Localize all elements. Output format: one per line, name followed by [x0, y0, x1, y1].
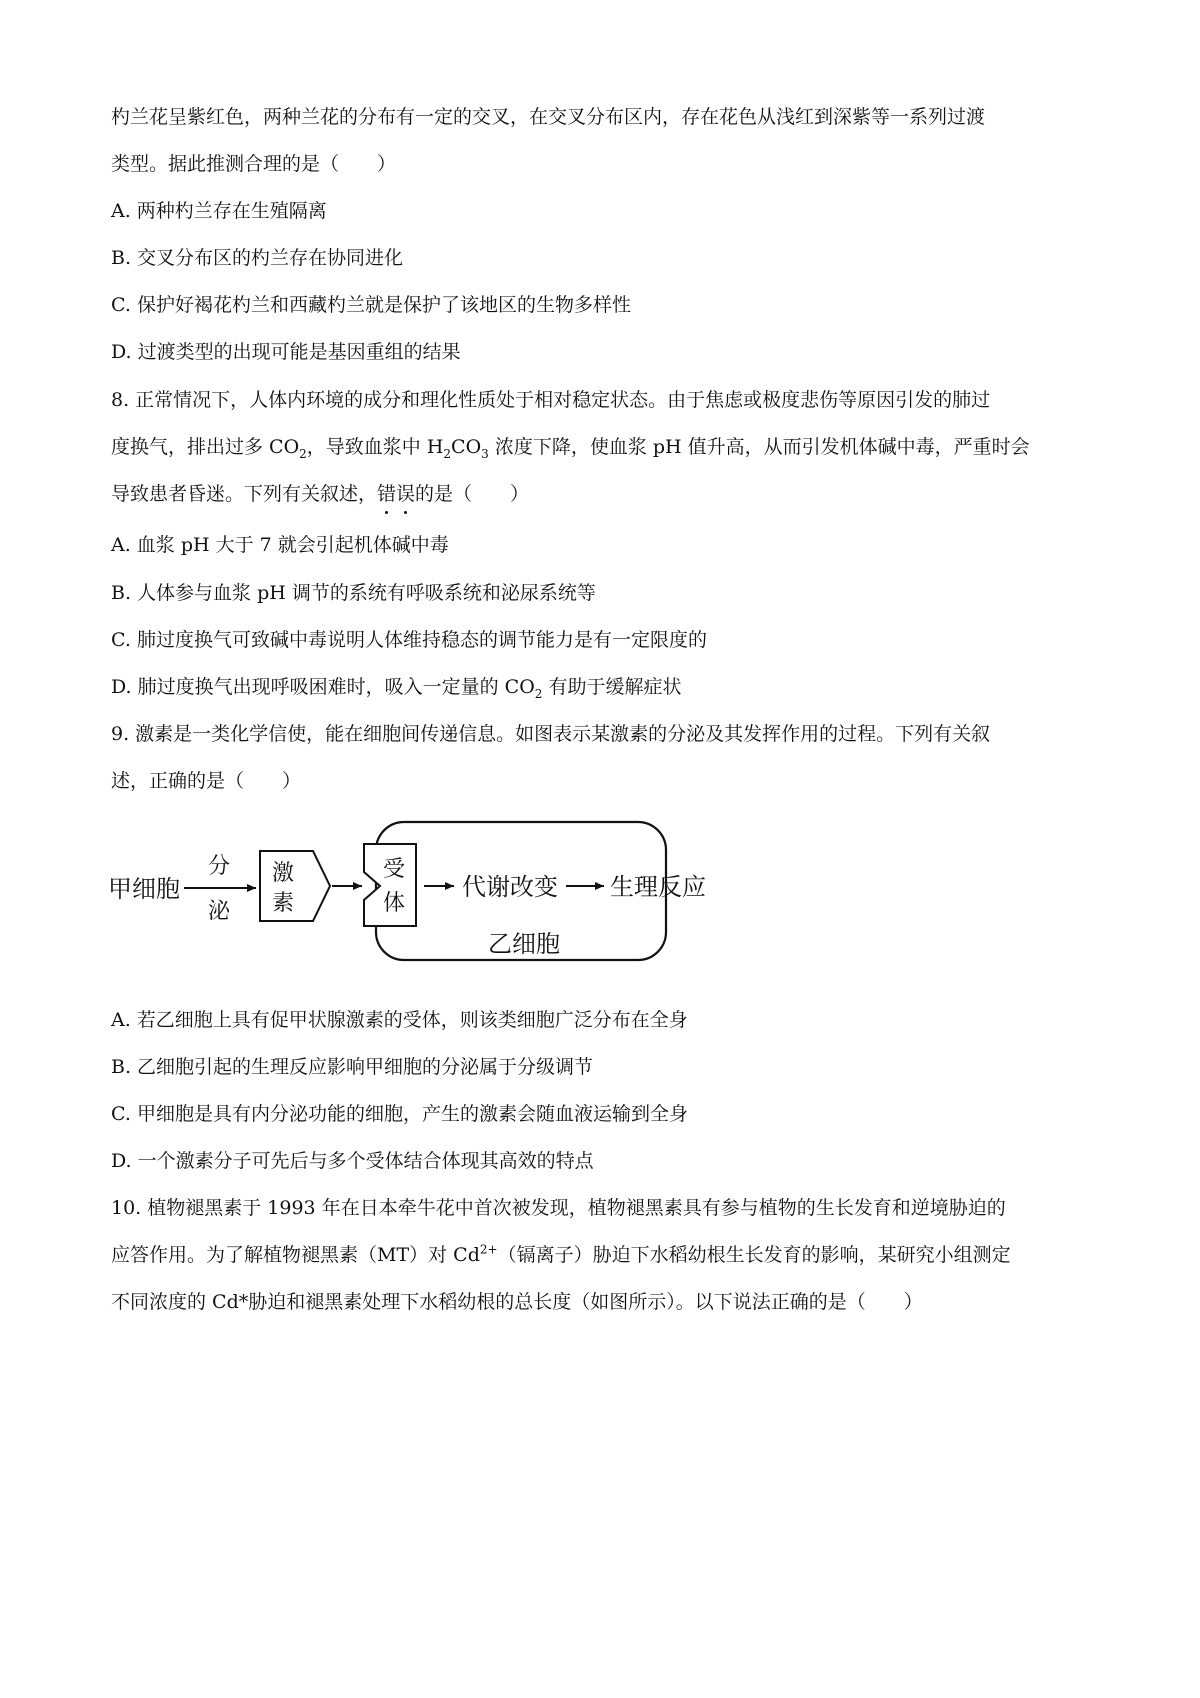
q7-stem-line1: 杓兰花呈紫红色，两种兰花的分布有一定的交叉，在交叉分布区内，存在花色从浅红到深紫等一系列过渡: [111, 106, 986, 128]
q8-option-d: [111, 674, 1111, 700]
secrete-label-2: 泌: [208, 899, 231, 924]
q8-text: 度换气，排出过多 CO: [111, 436, 300, 458]
hormone-process-diagram: [108, 818, 728, 968]
q8-stem-line1: 8. 正常情况下，人体内环境的成分和理化性质处于相对稳定状态。由于焦虑或极度悲伤等原因引发的肺过: [111, 389, 991, 411]
q8-text: 导致患者昏迷。下列有关叙述，: [111, 483, 378, 505]
q9-option-b: B. 乙细胞引起的生理反应影响甲细胞的分泌属于分级调节: [111, 1056, 594, 1078]
q8-text: ，导致血浆中 H: [306, 436, 444, 458]
q7-stem-line2: 类型。据此推测合理的是（ ）: [111, 153, 397, 175]
secrete-label-1: 分: [208, 854, 231, 879]
q10-text: 应答作用。为了解植物褪黑素（MT）对 Cd: [111, 1244, 480, 1266]
q8-text: 有助于缓解症状: [542, 676, 682, 698]
superscript: 2+: [479, 1242, 498, 1257]
q8-text: CO: [451, 436, 482, 458]
q7-option-c: C. 保护好褐花杓兰和西藏杓兰就是保护了该地区的生物多样性: [111, 294, 631, 316]
subscript: 2: [534, 686, 543, 701]
emphasis-char: 错: [377, 483, 397, 505]
q10-stem-line3: 不同浓度的 Cd*胁迫和褪黑素处理下水稻幼根的总长度（如图所示）。以下说法正确的是（ ）: [111, 1291, 923, 1313]
subscript: 2: [443, 446, 452, 461]
subscript: 2: [299, 446, 307, 461]
hormone-box: [260, 851, 330, 921]
q8-text: 浓度下降，使血浆 pH 值升高，从而引发机体碱中毒，严重时会: [488, 436, 1030, 458]
cell-b-label: 乙细胞: [488, 930, 560, 958]
emphasis-char: 误: [396, 483, 416, 505]
q8-option-c: C. 肺过度换气可致碱中毒说明人体维持稳态的调节能力是有一定限度的: [111, 629, 707, 651]
q7-option-a: A. 两种杓兰存在生殖隔离: [111, 200, 327, 222]
q9-option-c: C. 甲细胞是具有内分泌功能的细胞，产生的激素会随血液运输到全身: [111, 1103, 688, 1125]
q8-stem-line3: [111, 481, 1111, 507]
q10-stem-line1: 10. 植物褪黑素于 1993 年在日本牵牛花中首次被发现，植物褪黑素具有参与植物的生长发育和逆境胁迫的: [111, 1197, 1006, 1219]
q9-stem-line2: 述，正确的是（ ）: [111, 770, 302, 792]
q7-option-d: D. 过渡类型的出现可能是基因重组的结果: [111, 341, 461, 363]
q9-option-d: D. 一个激素分子可先后与多个受体结合体现其高效的特点: [111, 1150, 594, 1172]
q10-text: （镉离子）胁迫下水稻幼根生长发育的影响，某研究小组测定: [497, 1244, 1011, 1266]
q8-text: 的是（ ）: [415, 483, 530, 505]
response-label: 生理反应: [610, 873, 706, 901]
cell-a-label: 甲细胞: [108, 875, 180, 903]
q9-stem-line1: 9. 激素是一类化学信使，能在细胞间传递信息。如图表示某激素的分泌及其发挥作用的过程。下列有关叙: [111, 723, 991, 745]
q7-option-b: B. 交叉分布区的杓兰存在协同进化: [111, 247, 404, 269]
hormone-label-2: 素: [272, 891, 295, 916]
receptor-label-2: 体: [383, 891, 406, 916]
q8-text: D. 肺过度换气出现呼吸困难时，吸入一定量的 CO: [111, 676, 535, 698]
q8-option-a: A. 血浆 pH 大于 7 就会引起机体碱中毒: [111, 534, 449, 556]
q9-option-a: A. 若乙细胞上具有促甲状腺激素的受体，则该类细胞广泛分布在全身: [111, 1009, 688, 1031]
hormone-label-1: 激: [272, 861, 295, 886]
subscript: 3: [481, 446, 489, 461]
q10-stem-line2: [111, 1242, 1111, 1268]
q8-stem-line2: [111, 434, 1111, 460]
metabolic-change-label: 代谢改变: [462, 873, 558, 901]
q8-option-b: B. 人体参与血浆 pH 调节的系统有呼吸系统和泌尿系统等: [111, 582, 596, 604]
receptor-label-1: 受: [383, 857, 406, 882]
